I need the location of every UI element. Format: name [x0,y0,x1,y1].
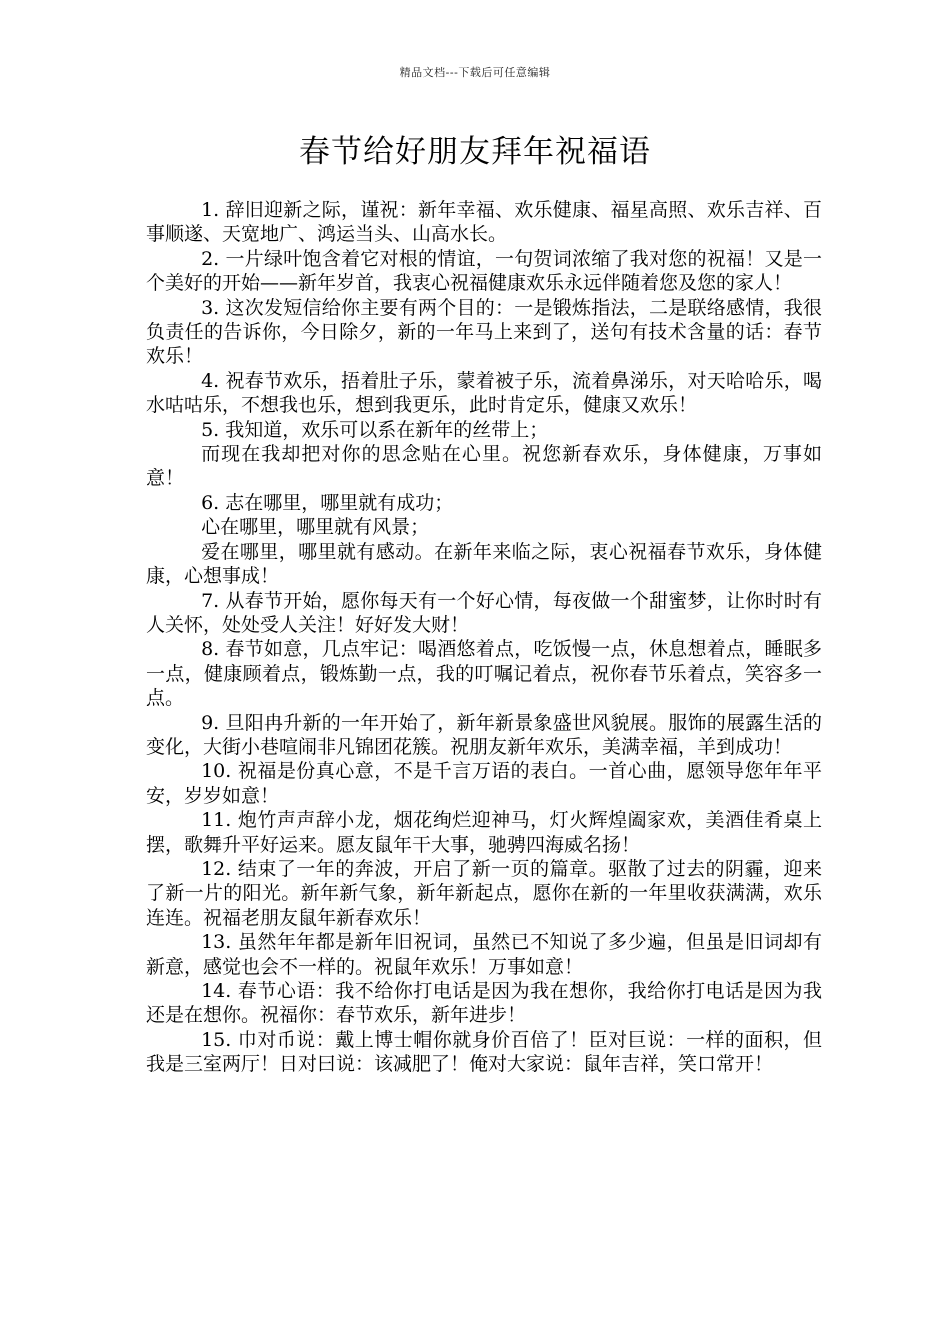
paragraph-3: 3. 这次发短信给你主要有两个目的：一是锻炼指法，二是联络感情，我很负责任的告诉你，今日除夕，新的一年马上来到了，送句有技术含量的话：春节欢乐！ [146,296,822,368]
paragraph-6-line-3: 爱在哪里，哪里就有感动。在新年来临之际，衷心祝福春节欢乐，身体健康，心想事成！ [146,540,822,588]
paragraph-5-continued: 而现在我却把对你的思念贴在心里。祝您新春欢乐，身体健康，万事如意！ [146,443,822,490]
paragraph-7: 7. 从春节开始，愿你每天有一个好心情，每夜做一个甜蜜梦，让你时时有人关怀，处处受人关注！好好发大财！ [146,589,822,636]
paragraph-5: 5. 我知道，欢乐可以系在新年的丝带上； [201,418,549,441]
paragraph-14: 14. 春节心语：我不给你打电话是因为我在想你，我给你打电话是因为我还是在想你。祝福你：春节欢乐，新年进步！ [146,980,822,1027]
paragraph-12: 12. 结束了一年的奔波，开启了新一页的篇章。驱散了过去的阴霾，迎来了新一片的阳光。新年新气象，新年新起点，愿你在新的一年里收获满满，欢乐连连。祝福老朋友鼠年新春欢乐！ [146,857,822,929]
paragraph-2: 2. 一片绿叶饱含着它对根的情谊，一句贺词浓缩了我对您的祝福！又是一个美好的开始——新年岁首，我衷心祝福健康欢乐永远伴随着您及您的家人！ [146,247,822,295]
document-body [146,198,822,1077]
paragraph-1: 1. 辞旧迎新之际，谨祝：新年幸福、欢乐健康、福星高照、欢乐吉祥、百事顺遂、天宽地广、鸿运当头、山高水长。 [146,199,822,246]
paragraph-8: 8. 春节如意，几点牢记：喝酒悠着点，吃饭慢一点，休息想着点，睡眠多一点，健康顾着点，锻炼勤一点，我的叮嘱记着点，祝你春节乐着点，笑容多一点。 [146,638,822,710]
paragraph-9: 9. 旦阳冉升新的一年开始了，新年新景象盛世风貌展。服饰的展露生活的变化，大街小巷喧闹非凡锦团花簇。祝朋友新年欢乐，美满幸福，羊到成功！ [146,711,822,758]
paragraph-13: 13. 虽然年年都是新年旧祝词，虽然已不知说了多少遍，但虽是旧词却有新意，感觉也会不一样的。祝鼠年欢乐！万事如意！ [146,931,822,978]
document-title: 春节给好朋友拜年祝福语 [299,134,651,170]
paragraph-11: 11. 炮竹声声辞小龙，烟花绚烂迎神马，灯火辉煌阖家欢，美酒佳肴桌上摆，歌舞升平好运来。愿友鼠年干大事，驰骋四海威名扬！ [146,809,822,856]
paragraph-4: 4. 祝春节欢乐，捂着肚子乐，蒙着被子乐，流着鼻涕乐，对天哈哈乐，喝水咕咕乐，不想我也乐，想到我更乐，此时肯定乐，健康又欢乐！ [146,369,822,417]
paragraph-6: 6. 志在哪里，哪里就有成功； [201,491,454,514]
page-header-note: 精品文档---下载后可任意编辑 [399,66,551,79]
paragraph-15: 15. 巾对币说：戴上博士帽你就身价百倍了！臣对巨说：一样的面积，但我是三室两厅！日对曰说：该减肥了！俺对大家说：鼠年吉祥，笑口常开！ [146,1028,822,1076]
paragraph-10: 10. 祝福是份真心意，不是千言万语的表白。一首心曲，愿领导您年年平安，岁岁如意！ [146,760,822,807]
paragraph-6-line-2: 心在哪里，哪里就有风景； [201,516,430,539]
